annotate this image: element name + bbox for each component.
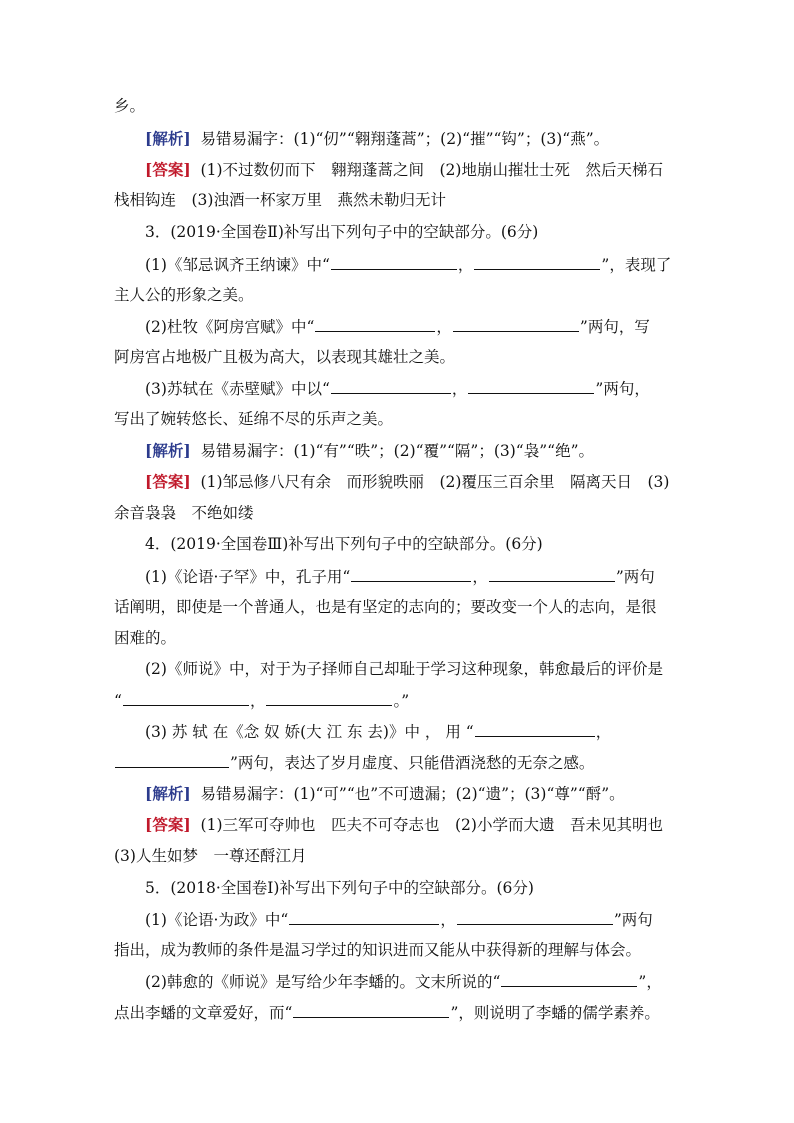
text-line: 主人公的形象之美。 — [114, 286, 254, 304]
question-5-2-cont: 点出李蟠的文章爱好，而“ ”，则说明了李蟠的儒学素养。 — [114, 1004, 660, 1022]
answer-blank[interactable] — [501, 971, 637, 987]
question-heading-3: 3．(2019·全国卷Ⅱ)补写出下列句子中的空缺部分。(6分) — [145, 223, 539, 241]
answer-blank[interactable] — [331, 254, 457, 270]
question-heading-4: 4．(2019·全国卷Ⅲ)补写出下列句子中的空缺部分。(6分) — [145, 535, 543, 553]
analysis-line: [解析] 易错易漏字：(1)“仞”“翱翔蓬蒿”；(2)“摧”“钩”；(3)“燕”。 — [145, 129, 610, 148]
text-line: 阿房宫占地极广且极为高大，以表现其雄壮之美。 — [114, 348, 456, 366]
analysis-line: [解析] 易错易漏字：(1)“有”“昳”；(2)“覆”“隔”；(3)“袅”“绝”。 — [145, 441, 594, 460]
answer-tag: [答案] — [145, 815, 191, 834]
question-4-2: (2)《师说》中，对于为子择师自己却耻于学习这种现象，韩愈最后的评价是 — [145, 660, 663, 678]
answer-blank[interactable] — [293, 1002, 449, 1018]
answer-blank[interactable] — [474, 254, 600, 270]
question-5-1: (1)《论语·为政》中“ ， ”两句 — [145, 911, 653, 929]
question-4-1: (1)《论语·子罕》中，孔子用“ ， ”两句 — [145, 568, 655, 586]
answer-blank[interactable] — [331, 378, 451, 394]
text-line: 困难的。 — [114, 629, 177, 647]
answer-blank[interactable] — [115, 752, 229, 768]
answer-line: [答案] (1)邹忌修八尺有余 而形貌昳丽 (2)覆压三百余里 隔离天日 (3) — [145, 472, 670, 491]
question-3-1: (1)《邹忌讽齐王纳谏》中“ ， ”，表现了 — [145, 256, 672, 274]
question-heading-5: 5．(2018·全国卷Ⅰ)补写出下列句子中的空缺部分。(6分) — [145, 879, 534, 897]
answer-blank[interactable] — [351, 566, 471, 582]
answer-blank[interactable] — [266, 690, 392, 706]
answer-blank[interactable] — [289, 909, 439, 925]
text-line: 写出了婉转悠长、延绵不尽的乐声之美。 — [114, 410, 394, 428]
analysis-line: [解析] 易错易漏字：(1)“可”“也”不可遗漏；(2)“遗”；(3)“尊”“酹”。 — [145, 784, 625, 803]
answer-blank[interactable] — [315, 316, 435, 332]
analysis-tag: [解析] — [145, 129, 191, 148]
text-line: 指出，成为教师的条件是温习学过的知识进而又能从中获得新的理解与体会。 — [114, 941, 642, 959]
question-4-3: (3) 苏 轼 在《念 奴 娇(大 江 东 去)》中 ， 用 “ ， — [145, 723, 612, 741]
answer-tag: [答案] — [145, 160, 191, 179]
answer-blank[interactable] — [123, 690, 249, 706]
answer-blank[interactable] — [468, 378, 594, 394]
answer-blank[interactable] — [453, 316, 579, 332]
question-5-2: (2)韩愈的《师说》是写给少年李蟠的。文末所说的“ ”， — [145, 973, 662, 991]
analysis-tag: [解析] — [145, 441, 191, 460]
answer-line-cont: 余音袅袅 不绝如缕 — [114, 504, 254, 522]
answer-line: [答案] (1)三军可夺帅也 匹夫不可夺志也 (2)小学而大遗 吾未见其明也 — [145, 815, 663, 834]
question-3-3: (3)苏轼在《赤壁赋》中以“ ， ”两句， — [145, 380, 650, 398]
text-line: 话阐明，即使是一个普通人，也是有坚定的志向的；要改变一个人的志向，是很 — [114, 598, 657, 616]
answer-tag: [答案] — [145, 472, 191, 491]
answer-line-cont: (3)人生如梦 一尊还酹江月 — [114, 847, 307, 865]
text-line: 乡。 — [114, 97, 146, 115]
question-4-2-blanks: “ ， 。” — [114, 692, 410, 710]
question-4-3-cont: ”两句，表达了岁月虚度、只能借酒浇愁的无奈之感。 — [114, 752, 680, 773]
answer-blank[interactable] — [489, 566, 615, 582]
analysis-tag: [解析] — [145, 784, 191, 803]
answer-line-cont: 栈相钩连 (3)浊酒一杯家万里 燕然未勒归无计 — [114, 191, 446, 209]
answer-line: [答案] (1)不过数仞而下 翱翔蓬蒿之间 (2)地崩山摧壮士死 然后天梯石 — [145, 160, 663, 179]
answer-blank[interactable] — [457, 909, 613, 925]
answer-blank[interactable] — [475, 721, 595, 737]
question-3-2: (2)杜牧《阿房宫赋》中“ ， ”两句，写 — [145, 318, 650, 336]
